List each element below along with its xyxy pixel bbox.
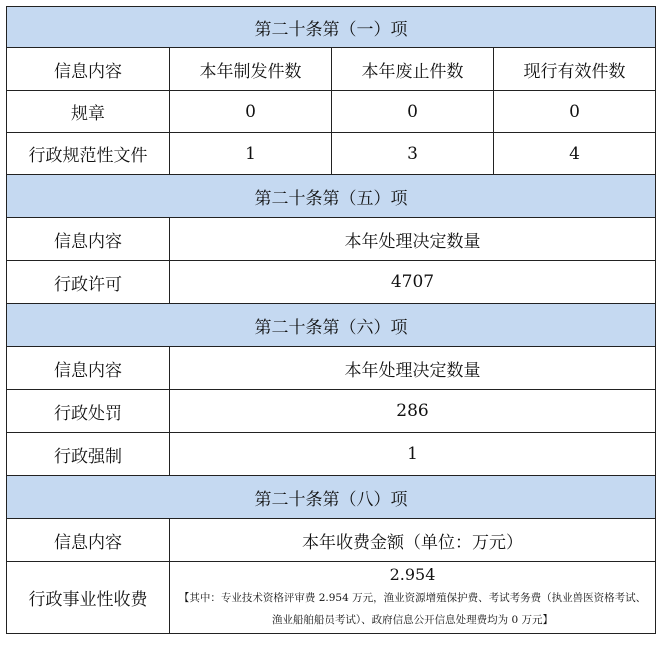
column-header: 信息内容 xyxy=(6,217,169,260)
section-header: 第二十条第（八）项 xyxy=(6,475,656,518)
section-header-row xyxy=(6,303,656,346)
column-header: 本年处理决定数量 xyxy=(169,346,656,389)
column-header-row xyxy=(6,346,656,389)
section-header-row xyxy=(6,174,656,217)
table-row xyxy=(6,132,656,174)
row-label: 规章 xyxy=(6,90,169,132)
column-header-row xyxy=(6,47,656,90)
cell-value: 4 xyxy=(493,132,656,174)
column-header: 本年制发件数 xyxy=(169,47,331,90)
fee-cell xyxy=(169,561,656,634)
column-header: 信息内容 xyxy=(6,47,169,90)
column-header-row xyxy=(6,518,656,561)
fee-value: 2.954 xyxy=(389,564,436,584)
cell-value: 286 xyxy=(169,389,656,432)
column-header: 信息内容 xyxy=(6,518,169,561)
row-label: 行政强制 xyxy=(6,432,169,475)
cell-value: 0 xyxy=(169,90,331,132)
cell-value: 0 xyxy=(331,90,493,132)
table-row xyxy=(6,90,656,132)
column-header-row xyxy=(6,217,656,260)
section-header-row xyxy=(6,6,656,47)
disclosure-table xyxy=(6,6,656,634)
column-header: 本年处理决定数量 xyxy=(169,217,656,260)
row-label: 行政许可 xyxy=(6,260,169,303)
section-header: 第二十条第（五）项 xyxy=(6,174,656,217)
row-label: 行政处罚 xyxy=(6,389,169,432)
cell-value: 1 xyxy=(169,132,331,174)
section-header: 第二十条第（一）项 xyxy=(6,6,656,47)
fee-note: 【其中：专业技术资格评审费 2.954 万元，渔业资源增殖保护费、考试考务费（执业兽医资格考试、渔业船舶船员考试）、政府信息公开信息处理费均为 0 万元】 xyxy=(178,591,647,626)
section-header-row xyxy=(6,475,656,518)
table-row xyxy=(6,561,656,634)
column-header: 本年收费金额（单位：万元） xyxy=(169,518,656,561)
section-header: 第二十条第（六）项 xyxy=(6,303,656,346)
table-row xyxy=(6,432,656,475)
cell-value: 0 xyxy=(493,90,656,132)
cell-value: 4707 xyxy=(169,260,656,303)
table-row xyxy=(6,260,656,303)
cell-value: 1 xyxy=(169,432,656,475)
column-header: 本年废止件数 xyxy=(331,47,493,90)
row-label: 行政规范性文件 xyxy=(6,132,169,174)
row-label: 行政事业性收费 xyxy=(6,561,169,634)
column-header: 信息内容 xyxy=(6,346,169,389)
column-header: 现行有效件数 xyxy=(493,47,656,90)
cell-value: 3 xyxy=(331,132,493,174)
table-row xyxy=(6,389,656,432)
